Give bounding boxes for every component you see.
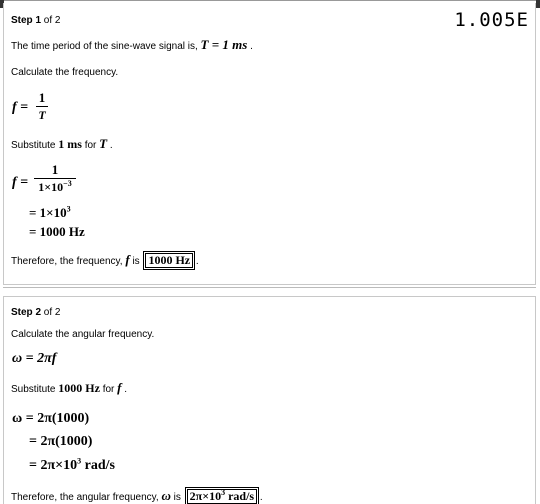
calc-line-3: = 1000 Hz (29, 224, 85, 239)
angular-calc-line-1: ω = 2π(1000) (12, 411, 90, 426)
angular-frequency-formula: ω = 2πf (12, 351, 57, 366)
step-2-card (3, 296, 536, 504)
angular-calc-line-2: = 2π(1000) (29, 434, 93, 449)
step-2-substitute: Substitute 1000 Hz for f . (11, 380, 128, 395)
problem-code: 1.005E (454, 9, 529, 31)
step-2-title: Step 2 of 2 (11, 307, 61, 318)
frequency-formula-fraction: 1 T (36, 91, 48, 122)
substitution-lhs: f = (12, 175, 29, 190)
step-2-instruction: Calculate the angular frequency. (11, 329, 155, 340)
step-1-substitute: Substitute 1 ms for T . (11, 136, 113, 151)
step-1-title: Step 1 of 2 (11, 15, 61, 26)
frequency-formula-lhs: f = (12, 100, 29, 115)
angular-calc-line-3: = $2\pi\times 10^3$ rad/s (29, 456, 115, 473)
step-divider (3, 287, 536, 288)
result-box-angular-frequency: $2\pi\times 10^3$ rad/s (187, 489, 257, 504)
step-1-instruction: Calculate the frequency. (11, 67, 119, 78)
step-2-result: Therefore, the angular frequency, ω is $2\pi\times 10^3$ rad/s . (11, 488, 263, 503)
step-1-intro: The time period of the sine-wave signal is, T = 1 ms . (11, 37, 253, 52)
calc-line-2: = $1\times 10^3$ (29, 204, 71, 220)
step-1-result: Therefore, the frequency, f is 1000 Hz . (11, 252, 199, 267)
result-box-frequency: 1000 Hz (145, 253, 193, 268)
substitution-fraction: 1 $1\times 10^{-3}$ (34, 163, 76, 194)
step-1-card (3, 3, 536, 285)
